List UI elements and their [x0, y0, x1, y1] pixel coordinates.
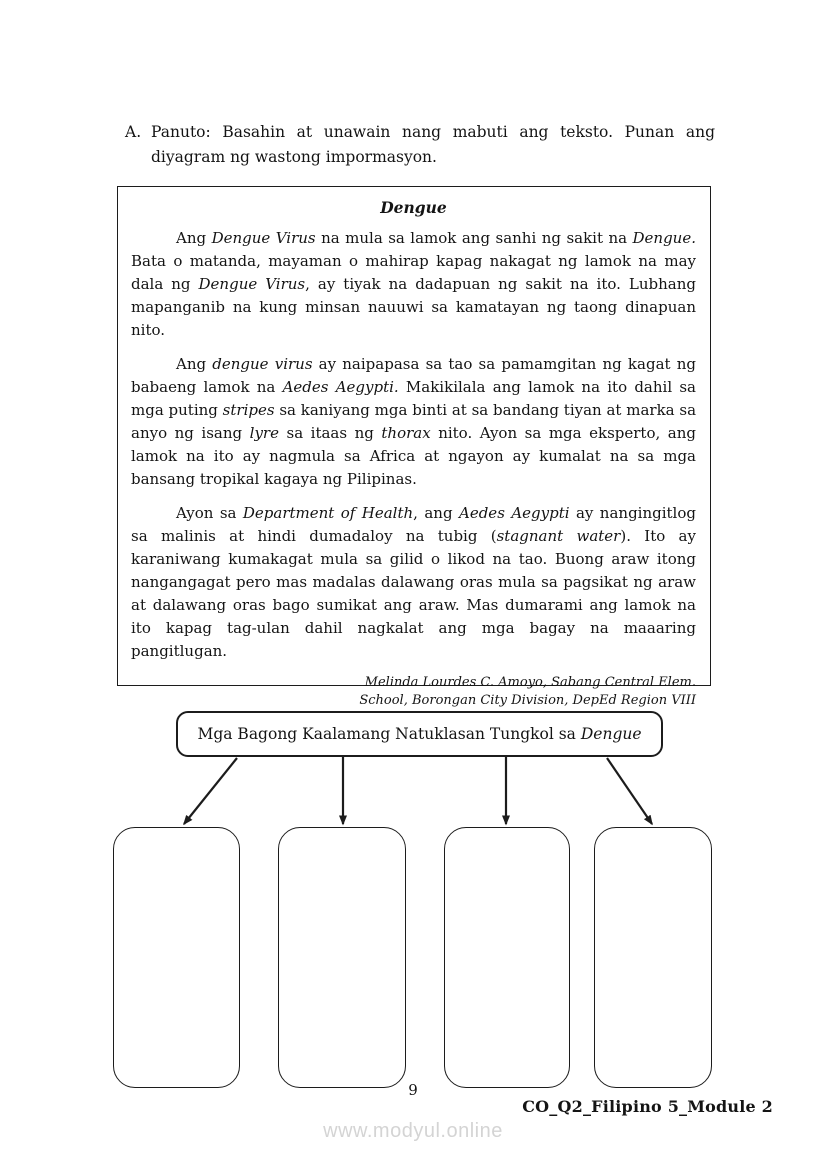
watermark: www.modyul.online [323, 1120, 503, 1142]
connector-arrow-4 [607, 758, 652, 824]
diagram-title-text: Mga Bagong Kaalamang Natuklasan Tungkol sa Dengue [197, 725, 642, 743]
instruction-text: Panuto: Basahin at unawain nang mabuti ang teksto. Punan ang diyagram ng wastong impormasyon. [151, 123, 715, 166]
instruction-letter: A. [125, 123, 142, 141]
passage-paragraph-1: Ang Dengue Virus na mula sa lamok ang sanhi ng sakit na Dengue. Bata o matanda, mayaman o mahirap kapag nakagat ng lamok na may dala ng Dengue Virus, ay tiyak na dadapuan ng sakit na ito. Lubhang mapanganib na kung minsan nauuwi sa kamatayan ng taong dinapuan nito. [131, 229, 696, 339]
reading-passage-box [117, 186, 711, 708]
answer-box-3 [444, 827, 570, 1088]
answer-box-4 [594, 827, 712, 1088]
attribution-line-2: School, Borongan City Division, DepEd Region VIII [359, 693, 696, 708]
instruction [125, 120, 715, 170]
passage-title: Dengue [380, 198, 447, 217]
passage-paragraph-3: Ayon sa Department of Health, ang Aedes Aegypti ay nangingitlog sa malinis at hindi dumadaloy na tubig (stagnant water). Ito ay karaniwang kumakagat mula sa gilid o likod na tao. Buong araw itong nangangagat pero mas madalas dalawang oras mula sa pagsikat ng araw at dalawang oras bago sumikat ang araw. Mas dumarami ang lamok na ito kapag tag-ulan dahil nagkalat ang mga bagay na maaaring pangitlugan. [131, 504, 696, 660]
module-footer: CO_Q2_Filipino 5_Module 2 [522, 1097, 773, 1116]
diagram-title-box [176, 711, 663, 757]
answer-box-1 [113, 827, 240, 1088]
passage-paragraph-2: Ang dengue virus ay naipapasa sa tao sa pamamgitan ng kagat ng babaeng lamok na Aedes Aegypti. Makikilala ang lamok na ito dahil sa mga puting stripes sa kaniyang mga binti at sa bandang tiyan at marka sa anyo ng isang lyre sa itaas ng thorax nito. Ayon sa mga eksperto, ang lamok na ito ay nagmula sa Africa at ngayon ay kumalat na sa mga bansang tropikal kagaya ng Pilipinas. [131, 355, 697, 488]
connector-arrow-1 [184, 758, 237, 824]
page-number: 9 [408, 1081, 418, 1099]
attribution-line-1: Melinda Lourdes C. Amoyo, Sabang Central Elem. [364, 675, 696, 690]
answer-box-2 [278, 827, 406, 1088]
